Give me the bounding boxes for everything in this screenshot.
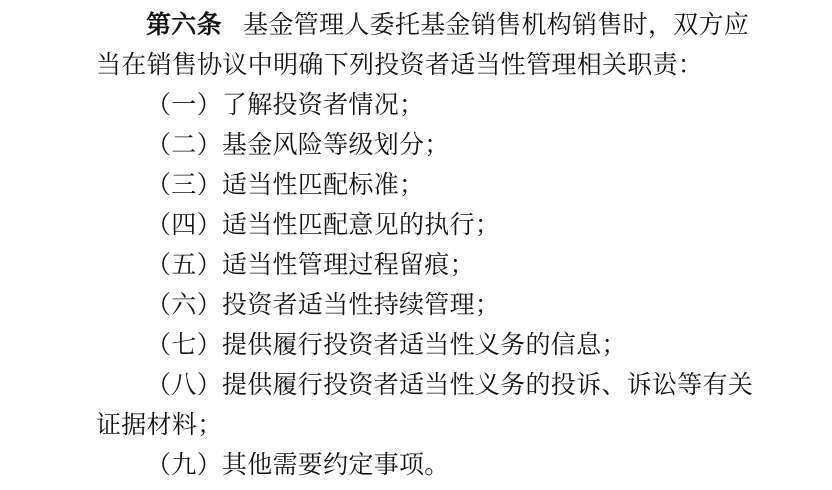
article-heading-line xyxy=(96,6,750,46)
list-item-8-line-1: （八）提供履行投资者适当性义务的投诉、诉讼等有关 xyxy=(146,372,754,399)
list-item-5: （五）适当性管理过程留痕； xyxy=(146,252,475,279)
list-item-7: （七）提供履行投资者适当性义务的信息； xyxy=(146,332,627,359)
list-item-8-line-2: 证据材料； xyxy=(96,412,223,439)
list-item-4: （四）适当性匹配意见的执行； xyxy=(146,212,501,239)
list-item-6: （六）投资者适当性持续管理； xyxy=(146,292,501,319)
article-number: 第六条 xyxy=(146,12,222,39)
list-item-9: （九）其他需要约定事项。 xyxy=(146,452,450,479)
list-item-1: （一）了解投资者情况； xyxy=(146,92,425,119)
list-item-3: （三）适当性匹配标准； xyxy=(146,172,425,199)
list-item-2: （二）基金风险等级划分； xyxy=(146,132,450,159)
article-paragraph-line: 当在销售协议中明确下列投资者适当性管理相关职责： xyxy=(96,52,704,79)
article-heading-text: 基金管理人委托基金销售机构销售时，双方应 xyxy=(243,12,750,39)
